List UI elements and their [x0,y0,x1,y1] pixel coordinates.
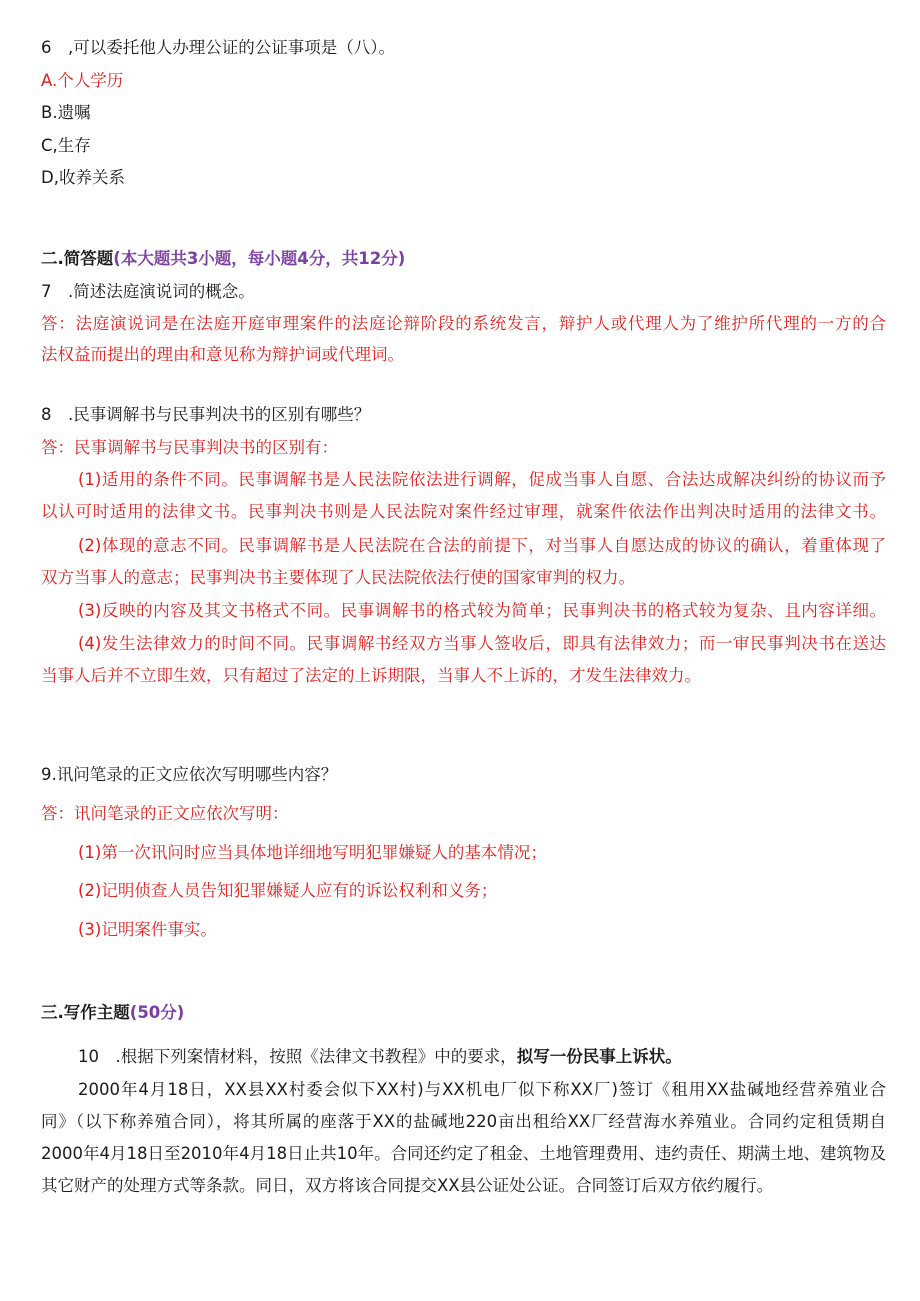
q6-option-a: A.个人学历 [41,71,124,90]
q9-point-1: (1)第一次讯问时应当具体地详细地写明犯罪嫌疑人的基本情况； [78,843,547,862]
q9-answer-intro: 答：讯问笔录的正文应依次写明： [41,804,289,823]
section2-heading [41,248,886,270]
q9-stem: 9.讯问笔录的正文应依次写明哪些内容？ [41,765,338,784]
section3-heading [41,1002,886,1024]
q8-answer-intro: 答：民事调解书与民事判决书的区别有： [41,438,338,457]
q8-stem: 8 .民事调解书与民事判决书的区别有哪些？ [41,405,371,424]
q10-stem-emphasis: 拟写一份民事上诉状。 [516,1047,682,1066]
section3-note: (50分) [129,1003,185,1022]
q10-stem [78,1046,886,1068]
q8-point-1-line-1: (1)适用的条件不同。民事调解书是人民法院依法进行调解，促成当事人自愿、合法达成解决纠纷的协议而予 [78,470,886,489]
section3-title: 三.写作主题 [41,1003,130,1022]
q8-point-4-line-1: (4)发生法律效力的时间不同。民事调解书经双方当事人签收后，即具有法律效力；而一审民事判决书在送达 [78,634,886,653]
q6-stem: 6 ,可以委托他人办理公证的公证事项是（八）。 [41,38,395,57]
q8-point-4-line-2: 当事人后并不立即生效，只有超过了法定的上诉期限，当事人不上诉的，才发生法律效力。 [41,666,701,685]
section2-note: (本大题共3小题，每小题4分，共12分) [113,249,406,268]
q10-material-line-4: 其它财产的处理方式等条款。同日，双方将该合同提交XX县公证处公证。合同签订后双方依约履行。 [41,1176,774,1195]
q9-point-2: (2)记明侦查人员告知犯罪嫌疑人应有的诉讼权利和义务； [78,881,498,900]
q10-material-line-3: 2000年4月18日至2010年4月18日止共10年。合同还约定了租金、土地管理费用、违约责任、期满土地、建筑物及 [41,1144,886,1163]
q10-material-line-1: 2000年4月18日，XX县XX村委会似下XX村)与XX机电厂似下称XX厂)签订《租用XX盐碱地经营养殖业合 [78,1080,886,1099]
q7-answer-line-2: 法权益而提出的理由和意见称为辩护词或代理词。 [41,345,404,364]
q6-option-c: C,生存 [41,136,91,155]
q7-answer-line-1: 答：法庭演说词是在法庭开庭审理案件的法庭论辩阶段的系统发言，辩护人或代理人为了维护所代理的一方的合 [41,314,886,333]
q8-point-3-line-1: (3)反映的内容及其文书格式不同。民事调解书的格式较为简单；民事判决书的格式较为复杂、且内容详细。 [78,601,886,620]
q10-material-line-2: 同》（以下称养殖合同），将其所属的座落于XX的盐碱地220亩出租给XX厂经营海水养殖业。合同约定租赁期自 [41,1112,886,1131]
q7-stem: 7 .简述法庭演说词的概念。 [41,282,255,301]
q8-point-2-line-2: 双方当事人的意志；民事判决书主要体现了人民法院依法行使的国家审判的权力。 [41,568,635,587]
q6-option-b: B.遗嘱 [41,103,91,122]
q6-option-d: D,收养关系 [41,168,125,187]
q8-point-2-line-1: (2)体现的意志不同。民事调解书是人民法院在合法的前提下，对当事人自愿达成的协议的确认，着重体现了 [78,536,886,555]
section2-title: 二.简答题 [41,249,114,268]
q10-stem-text: 10 .根据下列案情材料，按照《法律文书教程》中的要求， [78,1047,517,1066]
q8-point-1-line-2: 以认可时适用的法律文书。民事判决书则是人民法院对案件经过审理，就案件依法作出判决时适用的法律文书。 [41,502,886,521]
q9-point-3: (3)记明案件事实。 [78,920,217,939]
